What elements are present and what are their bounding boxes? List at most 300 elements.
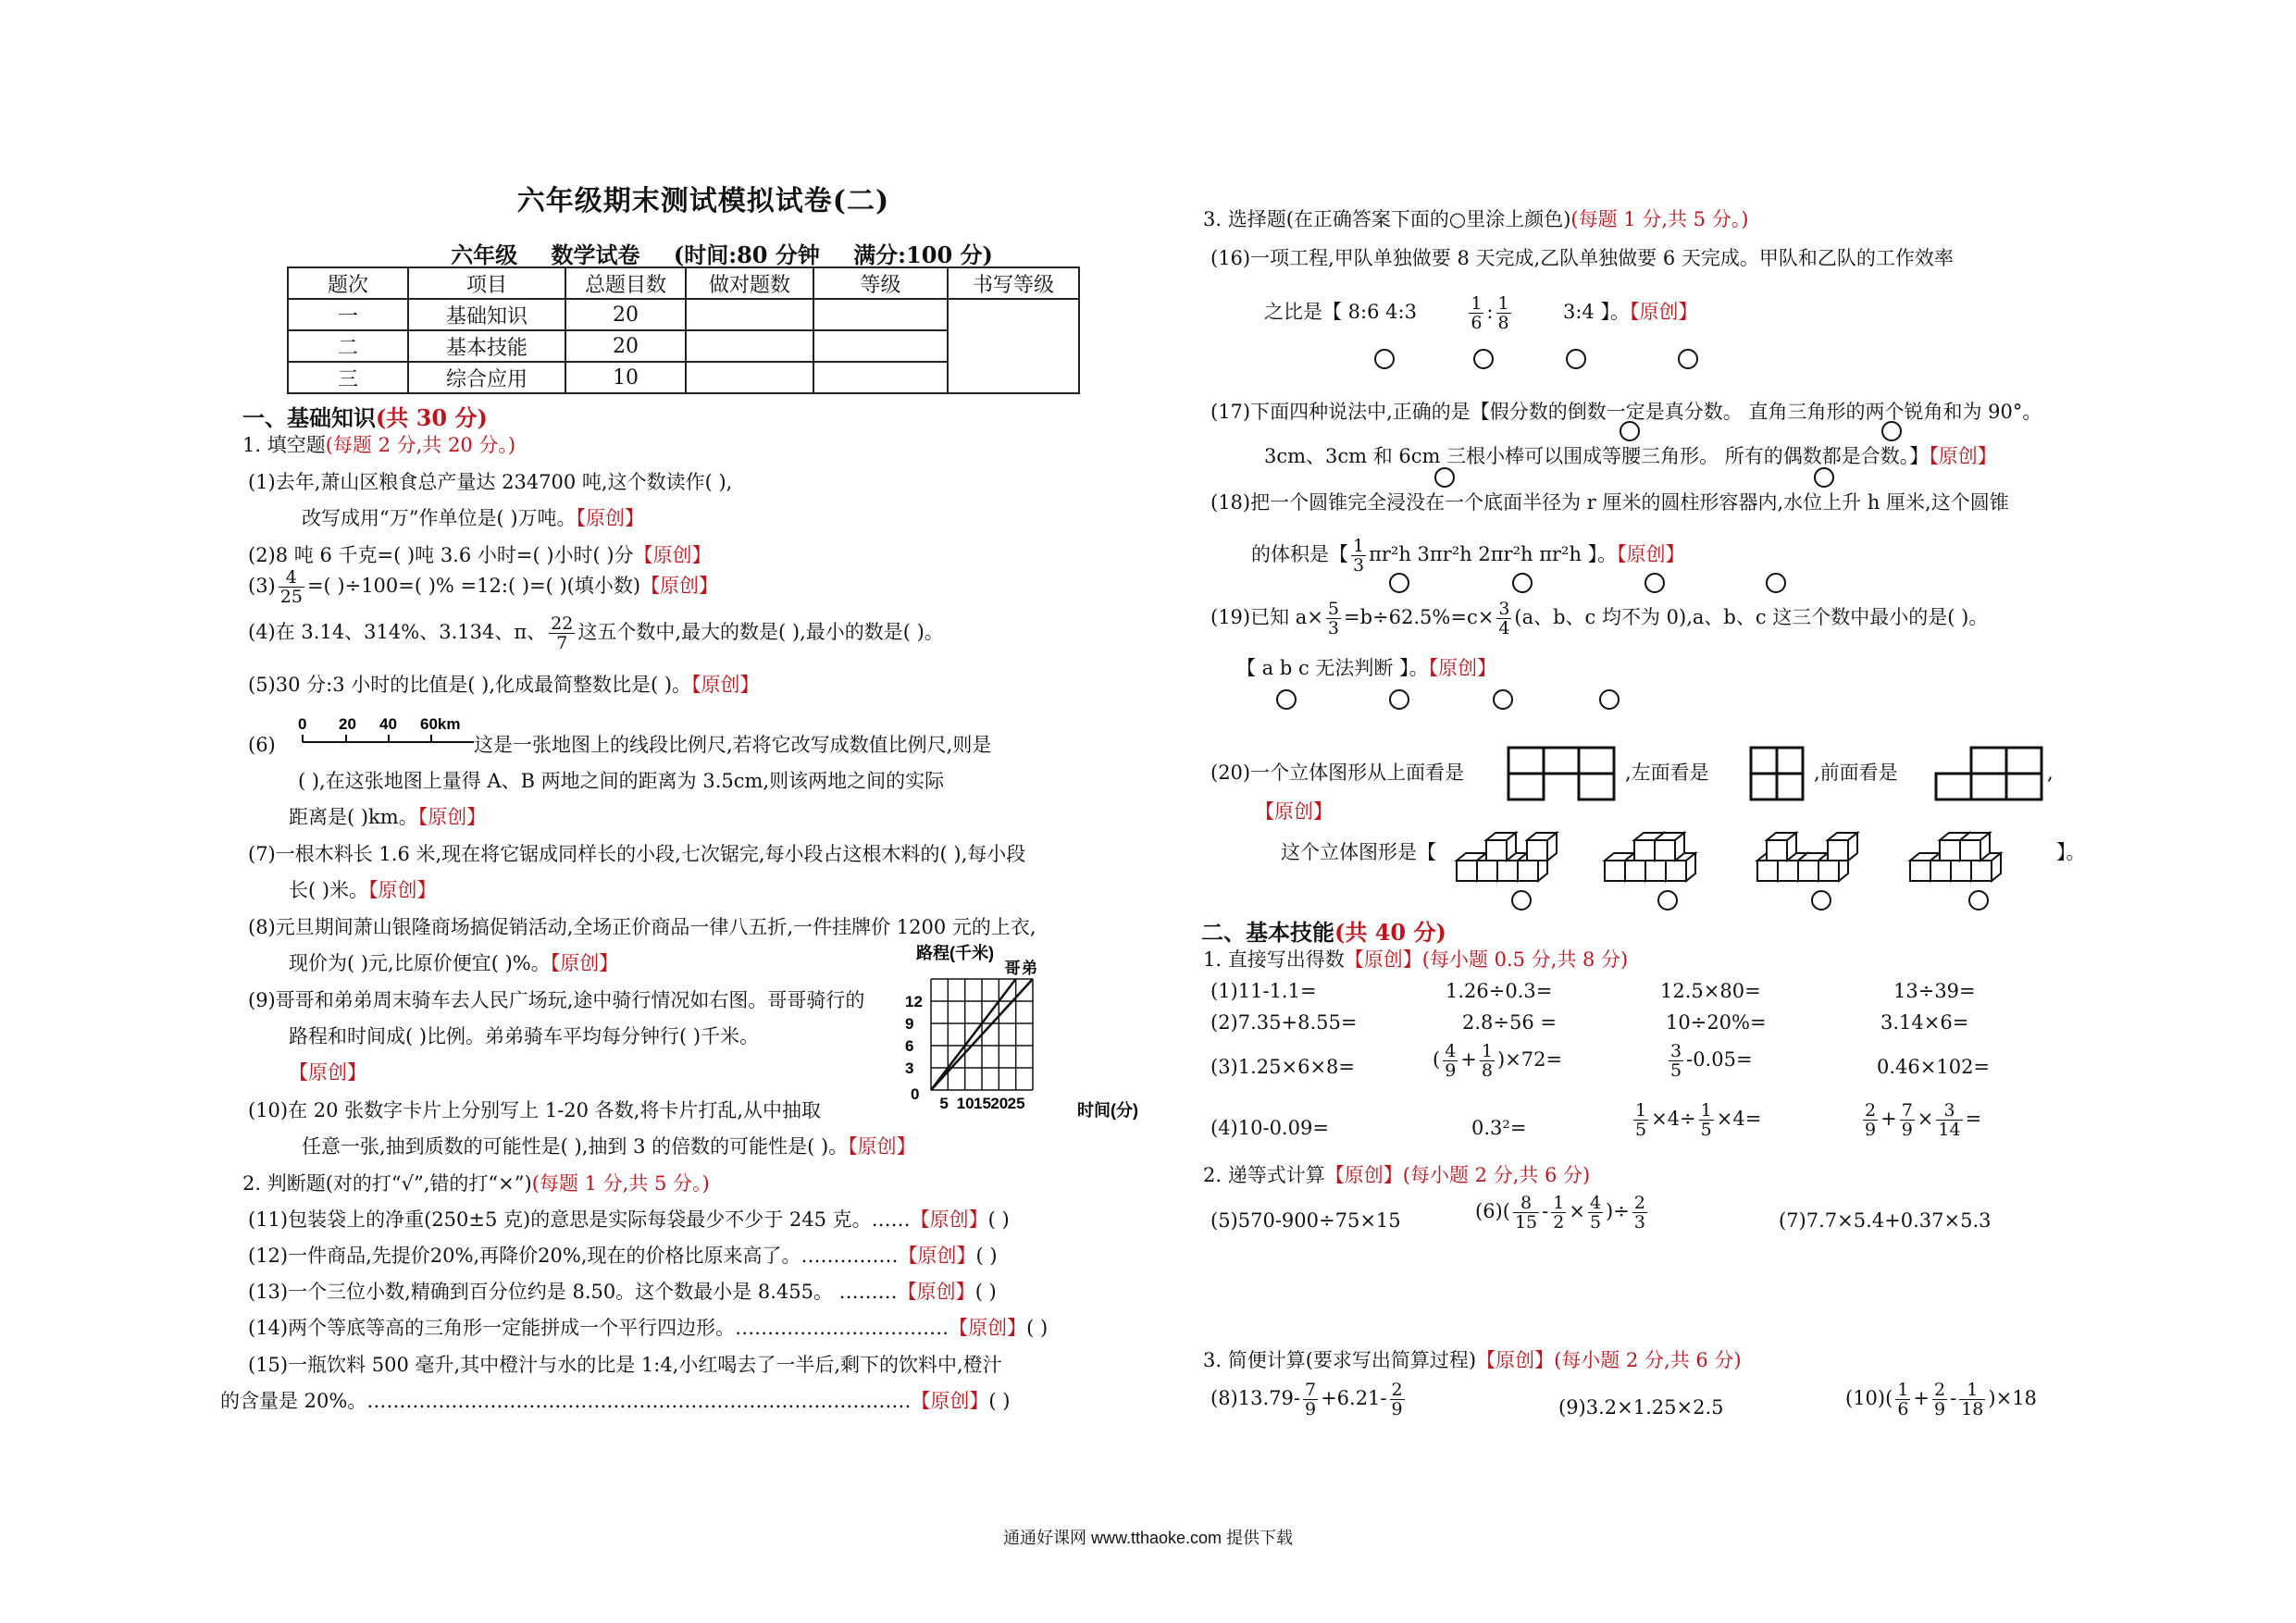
fraction: [1326, 600, 1341, 638]
question-9-line-1: (9)哥哥和弟弟周末骑车去人民广场玩,途中骑行情况如右图。哥哥骑行的: [248, 989, 865, 1011]
direct-row-4-c: [1631, 1101, 1761, 1139]
direct-row-1-c: 12.5×80=: [1660, 980, 1761, 1002]
step-question-5: (5)570-900÷75×15: [1210, 1209, 1401, 1232]
option-circle[interactable]: [1881, 421, 1902, 441]
question-text: =b÷62.5%=c×: [1344, 606, 1495, 628]
question-15-line-2: [220, 1387, 1010, 1415]
table-cell: 三: [288, 362, 408, 393]
numerator: 8: [1513, 1194, 1539, 1213]
question-text: πr²h 3πr²h 2πr²h πr²h 】。: [1369, 543, 1618, 565]
x-tick-label: 20: [990, 1095, 1009, 1112]
numerator: 7: [1901, 1100, 1913, 1121]
denominator: 7: [556, 633, 568, 653]
original-tag: 【原创】: [1617, 543, 1685, 565]
answer-blank[interactable]: ( ): [987, 1208, 1010, 1231]
denominator: 6: [1471, 313, 1483, 333]
numerator: 1: [1959, 1381, 1985, 1400]
distance-time-chart: [879, 942, 1175, 1127]
denominator: 9: [1934, 1399, 1946, 1419]
option-circle[interactable]: [1276, 689, 1297, 710]
original-tag: 【原创】: [910, 1208, 988, 1231]
table-header-cell: 书写等级: [948, 267, 1079, 299]
table-cell: 20: [565, 330, 686, 362]
question-text: 现价为( )元,比原价便宜( )%。: [289, 952, 551, 974]
option-circle[interactable]: [1814, 467, 1834, 488]
denominator: 9: [1901, 1120, 1913, 1140]
denominator: 9: [1865, 1120, 1877, 1140]
fill-heading: [242, 431, 515, 459]
question-text: 的体积是【: [1251, 543, 1348, 565]
option-circle[interactable]: [1678, 349, 1698, 369]
question-text: (12)一件商品,先提价20%,再降价20%,现在的价格比原来高了。……………: [248, 1245, 899, 1267]
expression-text: )×72=: [1497, 1048, 1563, 1071]
option-circle[interactable]: [1374, 349, 1395, 369]
numerator: 2: [1391, 1380, 1403, 1400]
fraction: [1496, 600, 1511, 638]
table-cell-empty[interactable]: [813, 330, 948, 362]
chart-title: 路程(千米): [916, 944, 994, 962]
denominator: 25: [279, 587, 303, 607]
option-circle[interactable]: [1434, 467, 1455, 488]
section-1-heading: [242, 400, 488, 432]
denominator: 2: [1553, 1212, 1565, 1233]
option-circle[interactable]: [1389, 573, 1409, 593]
question-20-left-view-label: ,左面看是: [1625, 762, 1709, 784]
expression-text: +6.21-: [1321, 1387, 1387, 1409]
fraction: [1480, 1042, 1495, 1080]
fraction: [1633, 1101, 1648, 1139]
table-cell-empty[interactable]: [686, 299, 813, 330]
direct-row-2-d: 3.14×6=: [1880, 1011, 1969, 1034]
answer-blank[interactable]: ( ): [1026, 1317, 1049, 1339]
direct-heading: [1203, 946, 1628, 973]
question-text: (20)一个立体图形从上面看是: [1210, 762, 1465, 784]
time-label: (时间:80 分钟: [673, 242, 820, 268]
subsection-title: 3. 简便计算(要求写出简算过程): [1203, 1349, 1477, 1371]
numerator: 2: [1633, 1193, 1645, 1213]
original-tag: 【原创】: [949, 1317, 1027, 1339]
fraction: [1936, 1101, 1962, 1139]
table-cell: 二: [288, 330, 408, 362]
denominator: 5: [1589, 1212, 1602, 1233]
fraction: [1632, 1194, 1647, 1232]
expression-text: ×4÷: [1651, 1108, 1696, 1130]
subsection-points: (每题 2 分,共 20 分。): [325, 434, 516, 456]
denominator: 8: [1497, 313, 1509, 333]
denominator: 6: [1897, 1399, 1909, 1419]
original-tag: 【原创】: [691, 674, 760, 696]
question-6-line-1: 这是一张地图上的线段比例尺,若将它改写成数值比例尺,则是: [474, 734, 992, 756]
denominator: 9: [1445, 1060, 1457, 1081]
expression-text: )×18: [1988, 1387, 2037, 1409]
chart-x-axis-label: 时间(分): [1077, 1101, 1138, 1120]
fraction: [1588, 1194, 1603, 1232]
front-view-figure: [1934, 746, 2045, 803]
option-circle[interactable]: [1566, 349, 1586, 369]
original-tag: 【原创】: [1344, 948, 1422, 971]
choice-heading: [1203, 205, 1748, 233]
option-circle[interactable]: [1389, 689, 1409, 710]
direct-row-2-a: (2)7.35+8.55=: [1210, 1011, 1358, 1034]
table-cell: 基本技能: [408, 330, 565, 362]
subsection-title: 3. 选择题(在正确答案下面的○里涂上颜色): [1203, 208, 1571, 230]
question-17-line-1: (17)下面四种说法中,正确的是【假分数的倒数一定是真分数。 直角三角形的两个锐角和为 90°。: [1210, 401, 2042, 423]
full-score-label: 满分:100 分): [853, 242, 993, 268]
question-3: [248, 568, 718, 606]
numerator: 3: [1936, 1101, 1962, 1121]
expression-text: (6)(: [1475, 1200, 1510, 1222]
question-text: 的含量是 20%。…………………………………………………………………………: [220, 1390, 912, 1412]
option-circle[interactable]: [1512, 573, 1533, 593]
question-13: [248, 1278, 997, 1306]
judge-heading: [242, 1170, 710, 1197]
question-1-line-2: [302, 504, 644, 532]
numerator: 2: [1865, 1100, 1877, 1121]
score-table: [287, 266, 1080, 394]
series-line: [931, 979, 1016, 1090]
original-tag: 【原创】: [1629, 301, 1698, 323]
question-6-line-2: ( ),在这张地图上量得 A、B 两地之间的距离为 3.5cm,则该两地之间的实际: [298, 770, 945, 792]
cube: [1486, 833, 1516, 861]
original-tag: 【原创】: [417, 806, 487, 828]
denominator: 3: [1327, 618, 1339, 638]
page-footer: 通通好课网 www.tthaoke.com 提供下载: [1002, 1529, 1294, 1547]
question-text: (5)30 分:3 小时的比值是( ),化成最简整数比是( )。: [248, 674, 692, 696]
original-tag: 【原创】: [898, 1245, 976, 1267]
direct-row-1-d: 13÷39=: [1893, 980, 1976, 1002]
answer-blank[interactable]: ( ): [988, 1390, 1011, 1412]
subsection-points: (每题 1 分,共 5 分。): [531, 1172, 710, 1195]
x-tick-label: 10: [956, 1095, 974, 1112]
fraction: [1443, 1042, 1458, 1080]
numerator: 1: [1353, 536, 1365, 556]
subsection-points: (每小题 2 分,共 6 分): [1402, 1164, 1591, 1186]
subsection-title: 2. 判断题(对的打“√”,错的打“×”): [242, 1172, 532, 1195]
fraction: [1303, 1381, 1318, 1419]
question-text: 任意一张,抽到质数的可能性是( ),抽到 3 的倍数的可能性是( )。: [302, 1135, 849, 1158]
numerator: 1: [1481, 1041, 1493, 1061]
fraction: [1496, 294, 1511, 332]
fraction: [1932, 1381, 1947, 1419]
question-19-options: [1236, 654, 1496, 682]
table-cell: 综合应用: [408, 362, 565, 393]
question-1-line-1: (1)去年,萧山区粮食总产量达 234700 吨,这个数读作( ),: [248, 471, 733, 493]
direct-row-4-d: $\frac{2}{9}$ + $\frac{7}{9}$ × $\frac{3}{14}$ =: [1865, 1100, 1982, 1140]
question-20-line-2: 这个立体图形是【: [1281, 841, 1436, 863]
table-cell-empty[interactable]: [813, 299, 948, 330]
question-8-line-2: [289, 949, 618, 977]
original-tag: 【原创】: [550, 952, 619, 974]
fraction: [279, 568, 304, 606]
question-4: [248, 614, 944, 652]
original-tag: 【原创】: [640, 575, 719, 597]
question-6-line-3: [289, 803, 486, 831]
question-text: (11)包装袋上的净重(250±5 克)的意思是实际每袋最少不少于 245 克。……: [248, 1208, 911, 1231]
question-text: =( )÷100=( )% =12:( )=( )(填小数): [306, 575, 641, 597]
y-tick-label: 12: [905, 993, 923, 1010]
question-number: (3): [248, 575, 276, 597]
numerator: 4: [1589, 1193, 1602, 1213]
fraction: [1469, 294, 1483, 332]
expression-text: (8)13.79-: [1210, 1387, 1300, 1409]
numerator: 3: [1498, 599, 1510, 619]
numerator: 4: [1445, 1041, 1457, 1061]
question-text: 【 a b c 无法判断 】。: [1236, 657, 1429, 679]
table-row: [288, 299, 1079, 330]
numerator: 1: [1635, 1100, 1647, 1121]
direct-row-3-a: (3)1.25×6×8=: [1210, 1056, 1356, 1078]
numerator: 1: [1497, 293, 1509, 314]
option-circle[interactable]: [1599, 689, 1620, 710]
table-cell-empty[interactable]: [686, 362, 813, 393]
question-20-front-view-label: ,前面看是: [1814, 762, 1898, 784]
table-header-cell: 等级: [813, 267, 948, 299]
denominator: 3: [1633, 1212, 1645, 1233]
table-cell: 20: [565, 299, 686, 330]
direct-row-2-b: 2.8÷56 =: [1462, 1011, 1557, 1034]
denominator: 5: [1635, 1120, 1647, 1140]
question-10-line-2: [302, 1133, 916, 1160]
fraction: [1959, 1381, 1985, 1419]
direct-row-3-b: ( $\frac{4}{9}$ + $\frac{1}{8}$ )×72=: [1433, 1041, 1563, 1081]
denominator: 9: [1391, 1399, 1403, 1419]
denominator: 8: [1481, 1060, 1493, 1081]
cube: [1828, 833, 1857, 861]
numerator: 7: [1304, 1380, 1317, 1400]
question-text: (13)一个三位小数,精确到百分位约是 8.50。这个数最小是 8.455。 ………: [248, 1281, 898, 1303]
direct-row-3-d: 0.46×102=: [1877, 1056, 1991, 1078]
question-7-line-1: (7)一根木料长 1.6 米,现在将它锯成同样长的小段,七次锯完,每小段占这根木料的( ),每小段: [248, 843, 1026, 865]
scale-bar: [298, 716, 483, 753]
scale-label: 20: [339, 716, 356, 733]
answer-blank[interactable]: ( ): [975, 1245, 998, 1267]
direct-row-3-c: [1666, 1042, 1753, 1080]
subsection-points: (每小题 2 分,共 6 分): [1554, 1349, 1742, 1371]
question-20-line-1: [1210, 759, 1464, 787]
section-2-heading: [1201, 914, 1446, 947]
question-text: 这五个数中,最大的数是( ),最小的数是( )。: [577, 621, 944, 643]
numerator: 3: [1670, 1041, 1682, 1061]
option-circle[interactable]: [1644, 573, 1665, 593]
exam-subtitle: [324, 237, 1120, 269]
question-6-number: (6): [248, 734, 276, 756]
question-9-line-2: 路程和时间成( )比例。弟弟骑车平均每分钟行( )千米。: [289, 1025, 760, 1047]
subsection-title: 2. 递等式计算: [1203, 1164, 1325, 1186]
numerator: 1: [1471, 293, 1483, 314]
denominator: 15: [1514, 1212, 1538, 1233]
section-points: (共 40 分): [1334, 919, 1446, 946]
fraction: [1863, 1101, 1878, 1139]
fraction: [1513, 1194, 1539, 1232]
numerator: 22: [551, 613, 574, 634]
denominator: 5: [1670, 1060, 1682, 1081]
question-19: [1210, 600, 1988, 638]
option-circle[interactable]: [1766, 573, 1786, 593]
table-header-cell: 总题目数: [565, 267, 686, 299]
question-text: (4)在 3.14、314%、3.134、π、: [248, 621, 547, 643]
question-text: 3cm、3cm 和 6cm 三根小棒可以围成等腰三角形。 所有的偶数都是合数。】: [1264, 445, 1930, 467]
denominator: 9: [1304, 1399, 1317, 1419]
section-title: 一、基础知识: [242, 404, 376, 431]
comma: ,: [2047, 762, 2054, 784]
fraction: [1551, 1194, 1566, 1232]
step-heading: [1203, 1161, 1590, 1189]
table-cell: 一: [288, 299, 408, 330]
table-header-cell: 题次: [288, 267, 408, 299]
x-tick-label: 25: [1007, 1095, 1025, 1112]
numerator: 5: [1327, 599, 1339, 619]
cube: [1527, 833, 1557, 861]
original-tag: 【原创】: [633, 544, 712, 566]
original-tag: 【原创】: [1428, 657, 1497, 679]
numerator: 2: [1934, 1380, 1946, 1400]
subsection-points: (每小题 0.5 分,共 8 分): [1421, 948, 1629, 971]
option-circle[interactable]: [1620, 421, 1640, 441]
question-text: (14)两个等底等高的三角形一定能拼成一个平行四边形。……………………………: [248, 1317, 949, 1339]
question-11: [248, 1206, 1010, 1233]
question-18-line-1: (18)把一个圆锥完全浸没在一个底面半径为 r 厘米的圆柱形容器内,水位上升 h 厘米,这个圆锥: [1210, 491, 2009, 514]
step-question-7: (7)7.7×5.4+0.37×5.3: [1779, 1209, 1992, 1232]
left-view-figure: [1749, 746, 1806, 801]
original-tag: 【原创】: [911, 1390, 989, 1412]
table-cell-empty[interactable]: [686, 330, 813, 362]
option-circle[interactable]: [1657, 890, 1678, 911]
table-header-cell: 项目: [408, 267, 565, 299]
fraction: [1390, 1381, 1405, 1419]
fraction: [1351, 537, 1366, 575]
direct-row-1-b: 1.26÷0.3=: [1446, 980, 1553, 1002]
question-2: [248, 541, 712, 569]
simplify-question-8: [1210, 1381, 1408, 1419]
question-8-line-1: (8)元旦期间萧山银隆商场搞促销活动,全场正价商品一律八五折,一件挂牌价 1200 元的上衣,: [248, 916, 1036, 938]
option-circle[interactable]: [1811, 890, 1831, 911]
solid-figure-options: [1447, 807, 2058, 896]
question-16-line-2: 之比是【 8:6 4:3 $\frac{1}{6}$ : $\frac{1}{8}$ 3:4 】。【原创】: [1264, 293, 1698, 333]
direct-row-1-a: (1)11-1.1=: [1210, 980, 1317, 1002]
denominator: 4: [1498, 618, 1510, 638]
origin-label: 0: [911, 1085, 920, 1103]
subsection-title: 1. 填空题: [242, 434, 326, 456]
fraction: [549, 614, 575, 652]
question-15-line-1: (15)一瓶饮料 500 毫升,其中橙汁与水的比是 1:4,小红喝去了一半后,剩下的饮料中,橙汁: [248, 1354, 1002, 1376]
original-tag: 【原创】: [576, 507, 645, 529]
original-tag: 【原创】: [1255, 800, 1333, 823]
question-18-line-2: [1251, 537, 1685, 575]
subject-label: 数学试卷: [551, 242, 640, 268]
fraction: [1900, 1101, 1915, 1139]
option-circle[interactable]: [1968, 890, 1989, 911]
question-text: (a、b、c 均不为 0),a、b、c 这三个数中最小的是( )。: [1514, 606, 1989, 628]
simplify-question-10: (10)( $\frac{1}{6}$ + $\frac{2}{9}$ - $\frac{1}{18}$ )×18: [1845, 1380, 2037, 1419]
numerator: 1: [1700, 1100, 1712, 1121]
original-tag: 【原创】: [1476, 1349, 1555, 1371]
simplify-heading: [1203, 1346, 1742, 1374]
direct-row-4-b: 0.3²=: [1471, 1117, 1527, 1139]
direct-row-2-c: 10÷20%=: [1666, 1011, 1767, 1034]
original-tag: 【原创】: [1929, 445, 1997, 467]
question-text: 长( )米。: [289, 879, 369, 901]
series-label: 哥: [1004, 960, 1021, 977]
numerator: 1: [1897, 1380, 1909, 1400]
denominator: 14: [1938, 1120, 1961, 1140]
question-text: 改写成用“万”作单位是( )万吨。: [302, 507, 577, 529]
scale-label: 0: [298, 716, 307, 733]
table-cell: 10: [565, 362, 686, 393]
fraction: [1699, 1101, 1714, 1139]
denominator: 5: [1700, 1120, 1712, 1140]
exam-title: 六年级期末测试模拟试卷(二): [516, 185, 890, 217]
original-tag: 【原创】: [897, 1281, 975, 1303]
question-12: [248, 1242, 998, 1270]
expression-text: (10)(: [1845, 1387, 1893, 1409]
y-tick-label: 3: [905, 1059, 914, 1077]
original-tag: 【原创】: [368, 879, 437, 901]
expression-text: ×4=: [1716, 1108, 1762, 1130]
table-cell: 基础知识: [408, 299, 565, 330]
series-label: 弟: [1022, 960, 1037, 977]
question-20-end: 】。: [2056, 841, 2086, 863]
table-cell-empty[interactable]: [948, 299, 1079, 393]
subsection-points: (每题 1 分,共 5 分。): [1570, 208, 1749, 230]
cube: [1960, 833, 1990, 861]
numerator: 1: [1553, 1193, 1565, 1213]
cube: [1655, 833, 1684, 861]
option-circle[interactable]: [1493, 689, 1513, 710]
step-question-6: (6)( $\frac{8}{15}$ - $\frac{1}{2}$ × $\frac{4}{5}$ )÷ $\frac{2}{3}$: [1475, 1193, 1645, 1233]
question-16-line-1: (16)一项工程,甲队单独做要 8 天完成,乙队单独做要 6 天完成。甲队和乙队的工作效率: [1210, 247, 1954, 269]
score-table-header: [288, 267, 1079, 299]
fraction: [1895, 1381, 1910, 1419]
y-tick-label: 6: [905, 1037, 914, 1055]
x-tick-label: 15: [974, 1095, 991, 1112]
simplify-question-9: (9)3.2×1.25×2.5: [1558, 1396, 1724, 1419]
numerator: 4: [279, 568, 304, 588]
question-text: (2)8 吨 6 千克=( )吨 3.6 小时=( )小时( )分: [248, 544, 634, 566]
denominator: 3: [1353, 555, 1365, 576]
question-text: 距离是( )km。: [289, 806, 418, 828]
question-text: 3:4 】。: [1562, 301, 1630, 323]
table-cell-empty[interactable]: [813, 362, 948, 393]
answer-blank[interactable]: ( ): [974, 1281, 997, 1303]
question-14: [248, 1314, 1048, 1342]
y-tick-label: 9: [905, 1015, 914, 1033]
direct-row-4-a: (4)10-0.09=: [1210, 1117, 1329, 1139]
question-text: 之比是【 8:6 4:3: [1264, 301, 1417, 323]
cube: [1767, 833, 1796, 861]
grade-label: 六年级: [451, 242, 518, 268]
denominator: 18: [1961, 1399, 1984, 1419]
question-text: (19)已知 a×: [1210, 606, 1323, 628]
question-5: [248, 671, 760, 699]
original-tag: 【原创】: [848, 1135, 916, 1158]
fraction: [1669, 1042, 1683, 1080]
expression-text: -0.05=: [1686, 1048, 1753, 1071]
original-tag: 【原创】: [1324, 1164, 1403, 1186]
option-circle[interactable]: [1511, 890, 1532, 911]
section-title: 二、基本技能: [1201, 919, 1334, 946]
question-17-line-2: [1264, 442, 1997, 470]
scale-label: 60km: [420, 716, 461, 733]
scale-label: 40: [379, 716, 397, 733]
subsection-title: 1. 直接写出得数: [1203, 948, 1345, 971]
question-10-line-1: (10)在 20 张数字卡片上分别写上 1-20 各数,将卡片打乱,从中抽取: [248, 1099, 822, 1121]
table-header-cell: 做对题数: [686, 267, 813, 299]
original-tag: 【原创】: [289, 1061, 366, 1084]
question-7-line-2: [289, 876, 437, 904]
option-circle[interactable]: [1473, 349, 1494, 369]
top-view-figure: [1507, 746, 1618, 801]
x-tick-label: 5: [939, 1095, 949, 1112]
